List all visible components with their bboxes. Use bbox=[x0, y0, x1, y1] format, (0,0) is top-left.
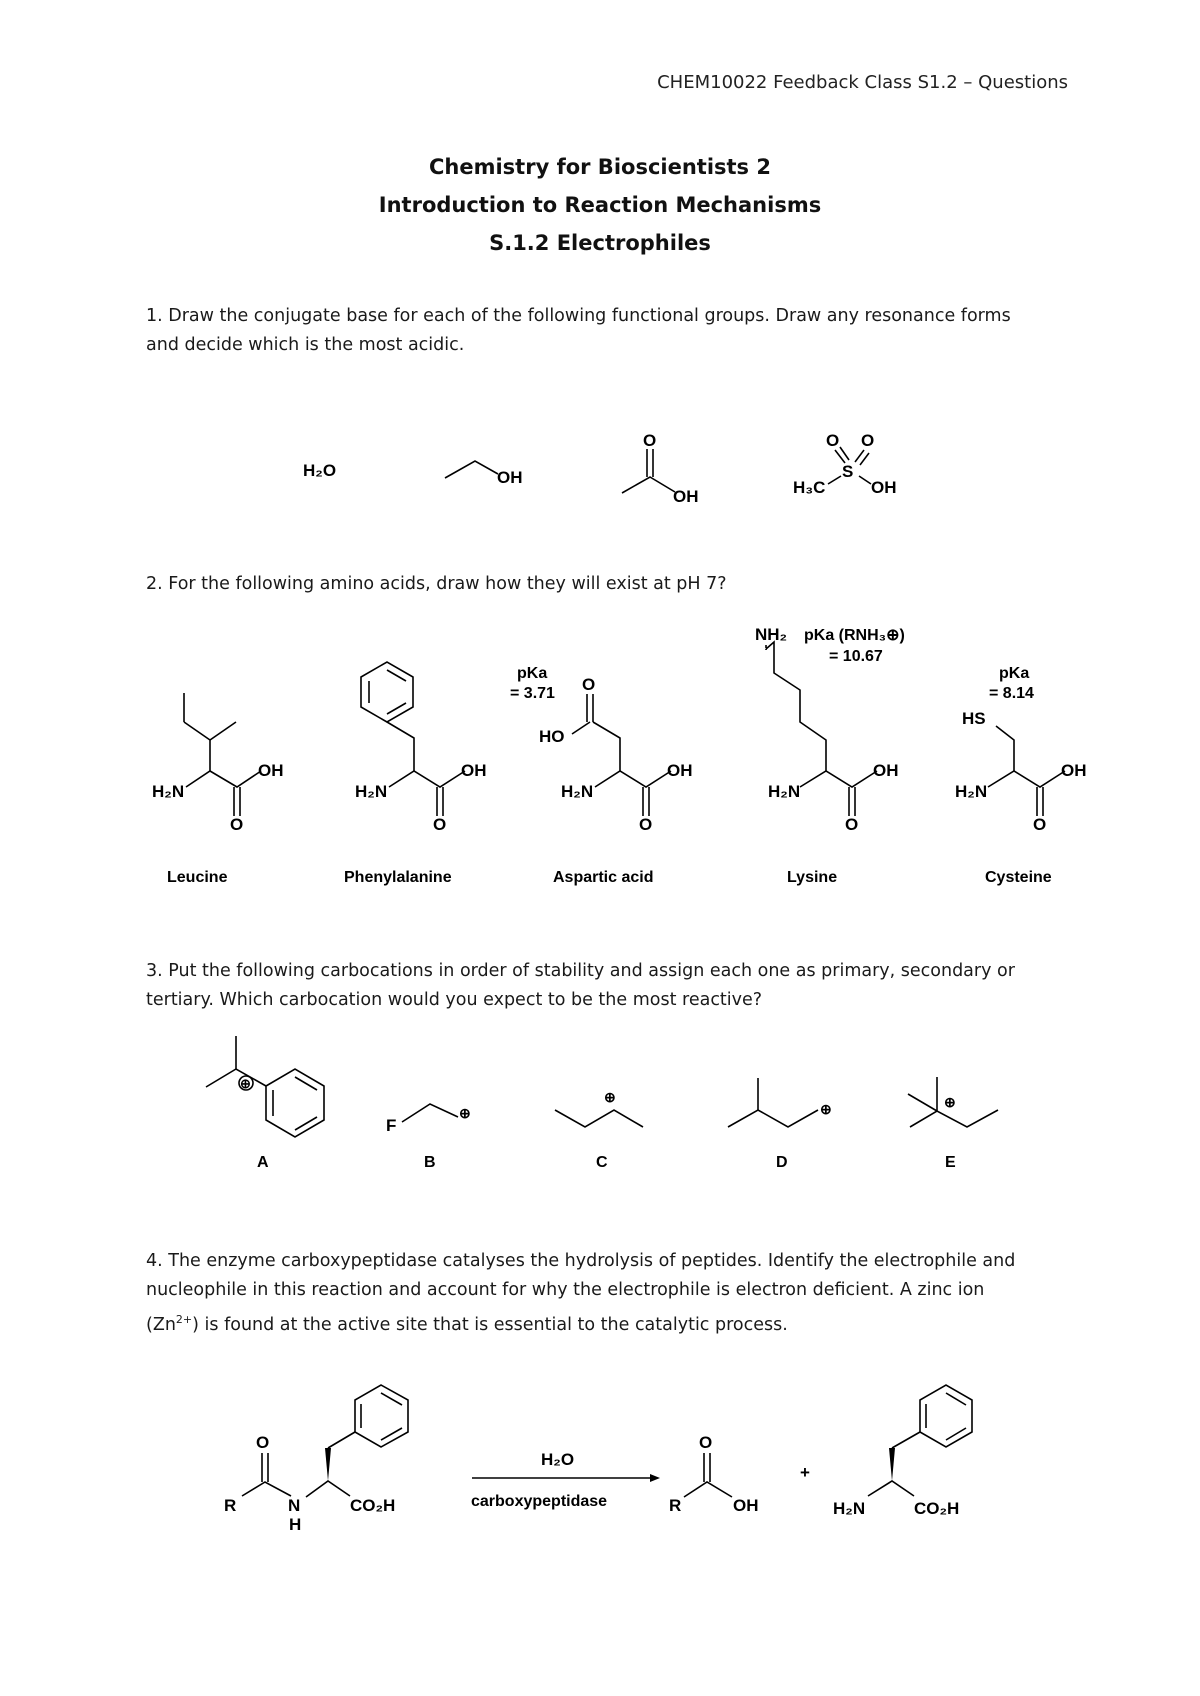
svg-text:pKa: pKa bbox=[517, 665, 548, 682]
svg-text:E: E bbox=[945, 1154, 956, 1171]
topic-title: Introduction to Reaction Mechanisms bbox=[378, 193, 822, 217]
acetic-acid-structure bbox=[622, 431, 699, 506]
svg-text:H₂N: H₂N bbox=[561, 782, 594, 801]
reaction-arrow bbox=[471, 1450, 660, 1510]
carbocation-d bbox=[728, 1078, 832, 1171]
svg-text:carboxypeptidase: carboxypeptidase bbox=[471, 1493, 608, 1510]
phenylalanine-structure bbox=[344, 662, 487, 886]
carbocation-b bbox=[386, 1104, 471, 1171]
phenylalanine-product bbox=[833, 1385, 972, 1518]
svg-text:O: O bbox=[1033, 815, 1047, 834]
amino-acid-name: Phenylalanine bbox=[344, 869, 452, 886]
svg-text:N: N bbox=[288, 1496, 301, 1515]
svg-text:O: O bbox=[861, 431, 875, 450]
svg-text:H₂O: H₂O bbox=[541, 1450, 575, 1469]
svg-text:⊕: ⊕ bbox=[459, 1105, 471, 1121]
svg-text:O: O bbox=[433, 815, 447, 834]
svg-text:OH: OH bbox=[667, 761, 693, 780]
svg-text:= 10.67: = 10.67 bbox=[829, 648, 883, 665]
svg-text:O: O bbox=[643, 431, 657, 450]
svg-text:OH: OH bbox=[461, 761, 487, 780]
svg-text:H₃C: H₃C bbox=[793, 478, 826, 497]
question-1: 1. Draw the conjugate base for each of the following functional groups. Draw any resonance forms and decide which is the most acidic. bbox=[146, 306, 1011, 355]
amino-acid-name: Lysine bbox=[787, 869, 838, 886]
svg-text:CO₂H: CO₂H bbox=[350, 1496, 396, 1515]
svg-text:O: O bbox=[582, 675, 596, 694]
svg-text:OH: OH bbox=[873, 761, 899, 780]
svg-text:O: O bbox=[639, 815, 653, 834]
svg-text:H: H bbox=[289, 1515, 302, 1534]
amino-acid-name: Leucine bbox=[167, 869, 228, 886]
svg-text:H₂N: H₂N bbox=[152, 782, 185, 801]
svg-text:S: S bbox=[842, 462, 854, 481]
svg-text:R: R bbox=[224, 1496, 237, 1515]
svg-text:R: R bbox=[669, 1496, 682, 1515]
svg-text:C: C bbox=[596, 1154, 608, 1171]
svg-text:D: D bbox=[776, 1154, 788, 1171]
svg-text:B: B bbox=[424, 1154, 436, 1171]
carbocation-c bbox=[555, 1089, 643, 1171]
carboxylic-acid-product bbox=[669, 1433, 759, 1515]
course-title: Chemistry for Bioscientists 2 bbox=[429, 155, 771, 179]
svg-text:OH: OH bbox=[497, 468, 523, 487]
svg-text:O: O bbox=[256, 1433, 270, 1452]
svg-text:O: O bbox=[699, 1433, 713, 1452]
svg-text:H₂N: H₂N bbox=[355, 782, 388, 801]
svg-text:⊕: ⊕ bbox=[944, 1094, 956, 1110]
ethanol-structure bbox=[445, 461, 523, 487]
svg-text:= 8.14: = 8.14 bbox=[989, 685, 1034, 702]
document-header: CHEM10022 Feedback Class S1.2 – Questions bbox=[657, 72, 1068, 93]
section-title: S.1.2 Electrophiles bbox=[489, 231, 711, 255]
svg-text:OH: OH bbox=[673, 487, 699, 506]
svg-text:= 3.71: = 3.71 bbox=[510, 685, 555, 702]
svg-text:HO: HO bbox=[539, 727, 565, 746]
svg-text:O: O bbox=[826, 431, 840, 450]
svg-text:pKa: pKa bbox=[999, 665, 1030, 682]
svg-text:pKa (RNH₃⊕): pKa (RNH₃⊕) bbox=[804, 627, 905, 644]
svg-text:OH: OH bbox=[871, 478, 897, 497]
svg-text:HS: HS bbox=[962, 709, 986, 728]
svg-text:⊕: ⊕ bbox=[604, 1089, 616, 1105]
question-4: 4. The enzyme carboxypeptidase catalyses the hydrolysis of peptides. Identify the electrophile and nucleophile in this reaction and account for why the electrophile is electron deficient. A zinc ion $(Zn^{2+})$ is found at the active site that is essential to the catalytic process. bbox=[146, 1251, 1016, 1335]
lysine-structure bbox=[755, 625, 905, 886]
svg-text:H₂N: H₂N bbox=[768, 782, 801, 801]
water-structure bbox=[303, 461, 336, 480]
question-3: 3. Put the following carbocations in order of stability and assign each one as primary, secondary or tertiary. Which carbocation would you expect to be the most reactive? bbox=[146, 961, 1015, 1010]
amino-acid-name: Cysteine bbox=[985, 869, 1052, 886]
plus-sign: + bbox=[800, 1463, 810, 1482]
svg-text:OH: OH bbox=[1061, 761, 1087, 780]
svg-text:⊕: ⊕ bbox=[820, 1101, 832, 1117]
aspartic-acid-structure bbox=[510, 665, 693, 886]
svg-text:H₂O: H₂O bbox=[303, 461, 337, 480]
svg-text:F: F bbox=[386, 1116, 397, 1135]
svg-text:O: O bbox=[230, 815, 244, 834]
carbocation-e bbox=[908, 1077, 998, 1171]
methanesulfonic-acid-structure bbox=[793, 431, 897, 497]
svg-text:⊕: ⊕ bbox=[240, 1076, 251, 1091]
carbocation-a bbox=[206, 1036, 324, 1171]
svg-text:O: O bbox=[845, 815, 859, 834]
svg-text:CO₂H: CO₂H bbox=[914, 1499, 960, 1518]
svg-text:OH: OH bbox=[258, 761, 284, 780]
svg-text:H₂N: H₂N bbox=[833, 1499, 866, 1518]
question-2: 2. For the following amino acids, draw how they will exist at pH 7? bbox=[146, 574, 727, 594]
cysteine-structure bbox=[955, 665, 1087, 886]
peptide-substrate bbox=[224, 1385, 408, 1534]
leucine-structure bbox=[152, 693, 284, 886]
svg-text:NH₂: NH₂ bbox=[755, 625, 788, 644]
svg-text:H₂N: H₂N bbox=[955, 782, 988, 801]
amino-acid-name: Aspartic acid bbox=[553, 869, 654, 886]
svg-text:A: A bbox=[257, 1154, 269, 1171]
svg-text:OH: OH bbox=[733, 1496, 759, 1515]
